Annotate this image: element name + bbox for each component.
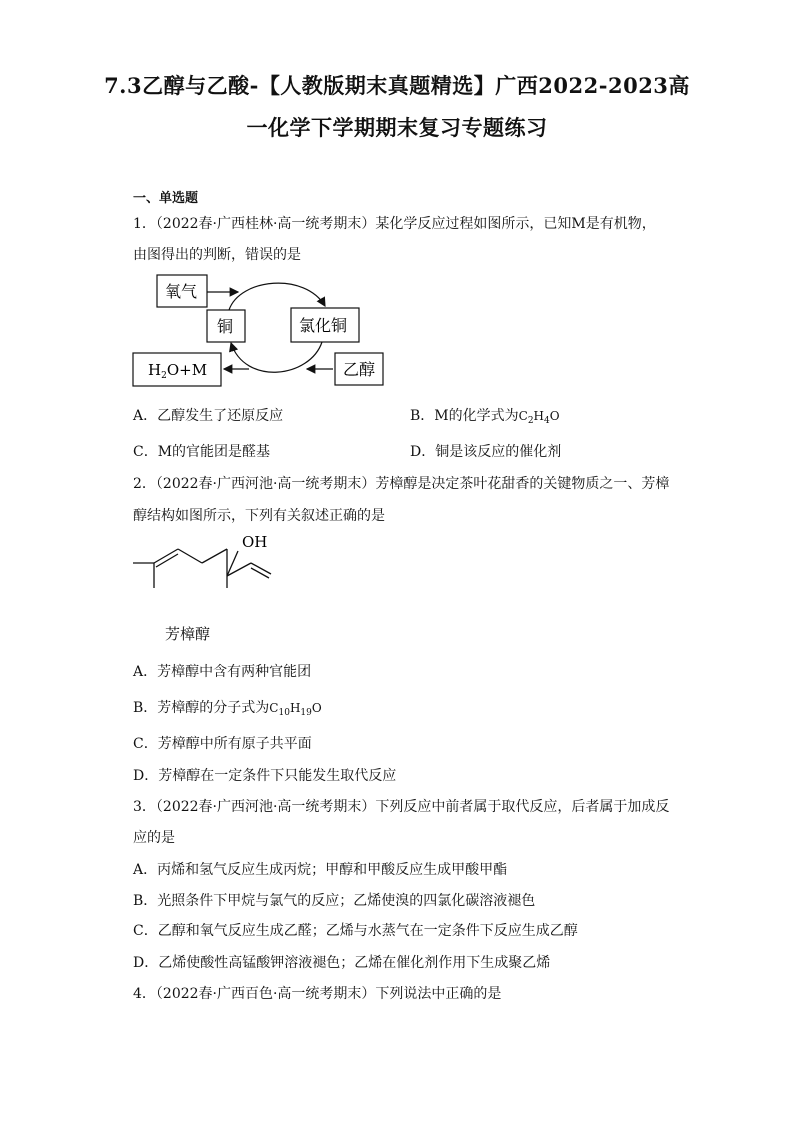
- structure-caption: 芳樟醇: [165, 625, 211, 643]
- linalool-structure: [125, 530, 285, 605]
- q3-option-b[interactable]: B．光照条件下甲烷与氯气的反应；乙烯使溴的四氯化碳溶液褪色: [133, 893, 536, 909]
- q1-option-c[interactable]: C．M的官能团是醛基: [133, 444, 271, 460]
- q2-stem-line1: 2．（2022春·广西河池·高一统考期末）芳樟醇是决定茶叶花甜香的关键物质之一、芳樟: [133, 476, 670, 492]
- ethanol-label: 乙醇: [343, 360, 376, 379]
- q1-option-d[interactable]: D．铜是该反应的催化剂: [410, 444, 562, 460]
- q3-option-d[interactable]: D．乙烯使酸性高锰酸钾溶液褪色；乙烯在催化剂作用下生成聚乙烯: [133, 955, 551, 971]
- q3-option-a[interactable]: A．丙烯和氢气反应生成丙烷；甲醇和甲酸反应生成甲酸甲酯: [133, 862, 508, 878]
- product-label: $H_2O+M$: [148, 361, 208, 381]
- q4-stem-line1: 4．（2022春·广西百色·高一统考期末）下列说法中正确的是: [133, 986, 502, 1002]
- document-title-line2: 一化学下学期期末复习专题练习: [246, 115, 548, 140]
- q2-option-c[interactable]: C．芳樟醇中所有原子共平面: [133, 736, 312, 752]
- q3-stem-line2: 应的是: [133, 830, 175, 846]
- q2-option-a[interactable]: A．芳樟醇中含有两种官能团: [133, 664, 312, 680]
- q2-stem-line2: 醇结构如图所示，下列有关叙述正确的是: [133, 508, 385, 524]
- section-heading: 一、单选题: [133, 191, 199, 206]
- oh-label: OH: [242, 533, 268, 551]
- q1-option-b[interactable]: B．M的化学式为$C_2H_4O$: [410, 408, 560, 426]
- copper-oxide-label: 氯化铜: [299, 316, 348, 335]
- q3-stem-line1: 3．（2022春·广西河池·高一统考期末）下列反应中前者属于取代反应，后者属于加成反: [133, 799, 670, 815]
- q1-stem-line1: 1．（2022春·广西桂林·高一统考期末）某化学反应过程如图所示，已知M是有机物，: [133, 216, 656, 232]
- q1-option-a[interactable]: A．乙醇发生了还原反应: [133, 408, 284, 424]
- q2-option-d[interactable]: D．芳樟醇在一定条件下只能发生取代反应: [133, 768, 397, 784]
- document-title-line1: 7.3乙醇与乙酸-【人教版期末真题精选】广西2022-2023高: [104, 73, 690, 98]
- oxygen-label: 氧气: [165, 282, 198, 301]
- q1-reaction-diagram: [125, 268, 395, 393]
- copper-label: 铜: [217, 317, 234, 336]
- q3-option-c[interactable]: C．乙醇和氧气反应生成乙醛；乙烯与水蒸气在一定条件下反应生成乙醇: [133, 923, 578, 939]
- q2-option-b[interactable]: B．芳樟醇的分子式为$C_{10}H_{19}O$: [133, 700, 322, 718]
- q1-stem-line2: 由图得出的判断，错误的是: [133, 247, 301, 263]
